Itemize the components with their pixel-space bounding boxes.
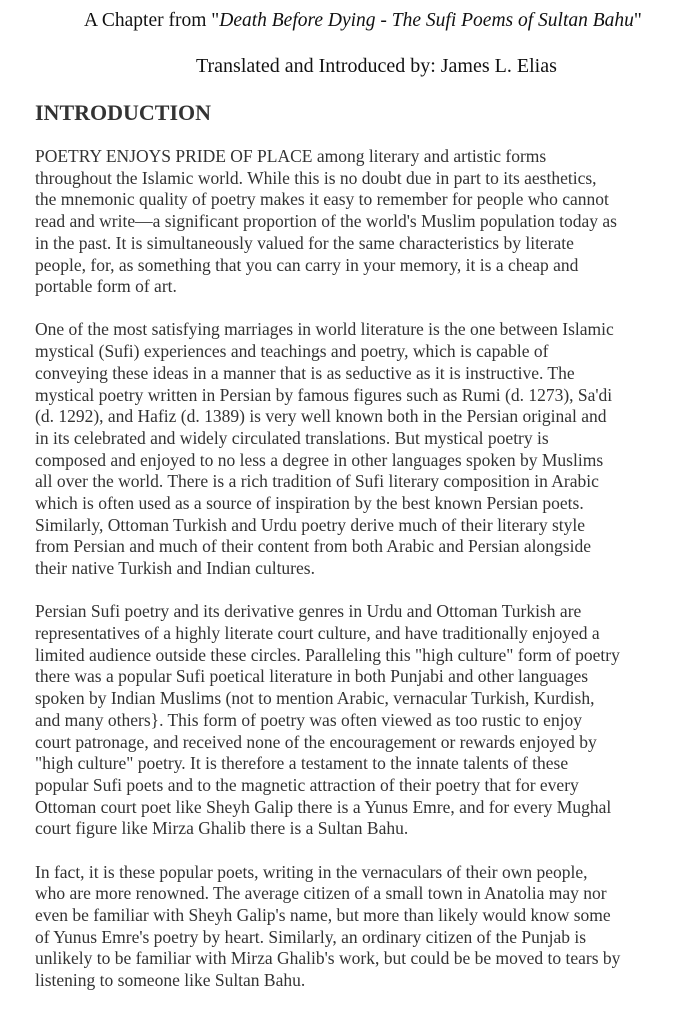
paragraph-line: listening to someone like Sultan Bahu. [35,970,306,991]
paragraph-line: in the past. It is simultaneously valued for the same characteristics by literate [35,232,574,253]
paragraph [35,319,675,579]
paragraph-line: their native Turkish and Indian cultures. [35,558,315,579]
paragraph-line: which is often used as a source of inspiration by the best known Persian poets. [35,493,584,514]
paragraph-line: representatives of a highly literate court culture, and have traditionally enjoyed a [35,623,600,644]
paragraph-line: read and write—a significant proportion of the world's Muslim population today as [35,211,617,232]
paragraph-line: Ottoman court poet like Sheyh Galip there is a Yunus Emre, and for every Mughal [35,796,612,817]
paragraph [35,146,675,298]
paragraph-line: portable form of art. [35,276,177,297]
paragraph-line: composed and enjoyed to no less a degree in other languages spoken by Muslims [35,449,604,470]
paragraph [35,601,675,840]
paragraph-line: in its celebrated and widely circulated translations. But mystical poetry is [35,427,549,448]
paragraph-line: court figure like Mirza Ghalib there is a Sultan Bahu. [35,818,409,839]
chapter-title-suffix: " [633,10,642,31]
paragraph-line: "high culture" poetry. It is therefore a testament to the innate talents of these [35,753,569,774]
paragraph-line: popular Sufi poets and to the magnetic attraction of their poetry that for every [35,774,579,795]
paragraph-line: One of the most satisfying marriages in world literature is the one between Islamic [35,319,614,340]
paragraph [35,862,675,992]
paragraph-line: people, for, as something that you can carry in your memory, it is a cheap and [35,254,579,275]
paragraph-line: court patronage, and received none of the encouragement or rewards enjoyed by [35,731,597,752]
paragraph-line: POETRY ENJOYS PRIDE OF PLACE among literary and artistic forms [35,146,547,166]
paragraph-line: who are more renowned. The average citizen of a small town in Anatolia may nor [35,883,607,904]
paragraph-line: Similarly, Ottoman Turkish and Urdu poetry derive much of their literary style [35,514,586,535]
paragraph-line: there was a popular Sufi poetical literature in both Punjabi and other languages [35,666,589,687]
paragraph-line: Persian Sufi poetry and its derivative genres in Urdu and Ottoman Turkish are [35,601,582,622]
paragraph-line: unlikely to be familiar with Mirza Ghalib's work, but could be be moved to tears by [35,948,621,969]
paragraph-line: conveying these ideas in a manner that is as seductive as it is instructive. The [35,362,575,383]
paragraph-line: mystical (Sufi) experiences and teachings and poetry, which is capable of [35,341,549,362]
paragraph-line: throughout the Islamic world. While this is no doubt due in part to its aesthetics, [35,167,597,188]
paragraph-line: from Persian and much of their content from both Arabic and Persian alongside [35,536,591,557]
paragraph-line: of Yunus Emre's poetry by heart. Similarly, an ordinary citizen of the Punjab is [35,926,587,947]
paragraph-line: (d. 1292), and Hafiz (d. 1389) is very well known both in the Persian original and [35,406,607,427]
paragraph-line: the mnemonic quality of poetry makes it easy to remember for people who cannot [35,189,609,210]
paragraph-line: even be familiar with Sheyh Galip's name, but more than likely would know some [35,905,611,925]
paragraph-line: limited audience outside these circles. Paralleling this "high culture" form of poetry [35,644,620,665]
chapter-title-prefix: A Chapter from " [84,10,220,31]
paragraph-line: mystical poetry written in Persian by famous figures such as Rumi (d. 1273), Sa'di [35,384,613,405]
section-heading: INTRODUCTION [35,100,212,125]
translator-byline: Translated and Introduced by: James L. Elias [196,55,557,77]
paragraph-line: all over the world. There is a rich tradition of Sufi literary composition in Arabic [35,471,599,492]
book-title: Death Before Dying - The Sufi Poems of Sultan Bahu [219,10,634,31]
paragraph-line: In fact, it is these popular poets, writing in the vernaculars of their own people, [35,861,588,882]
body-text [35,146,675,1013]
chapter-title [84,8,700,34]
paragraph-line: spoken by Indian Muslims (not to mention Arabic, vernacular Turkish, Kurdish, [35,688,595,709]
paragraph-line: and many others}. This form of poetry was often viewed as too rustic to enjoy [35,709,583,730]
